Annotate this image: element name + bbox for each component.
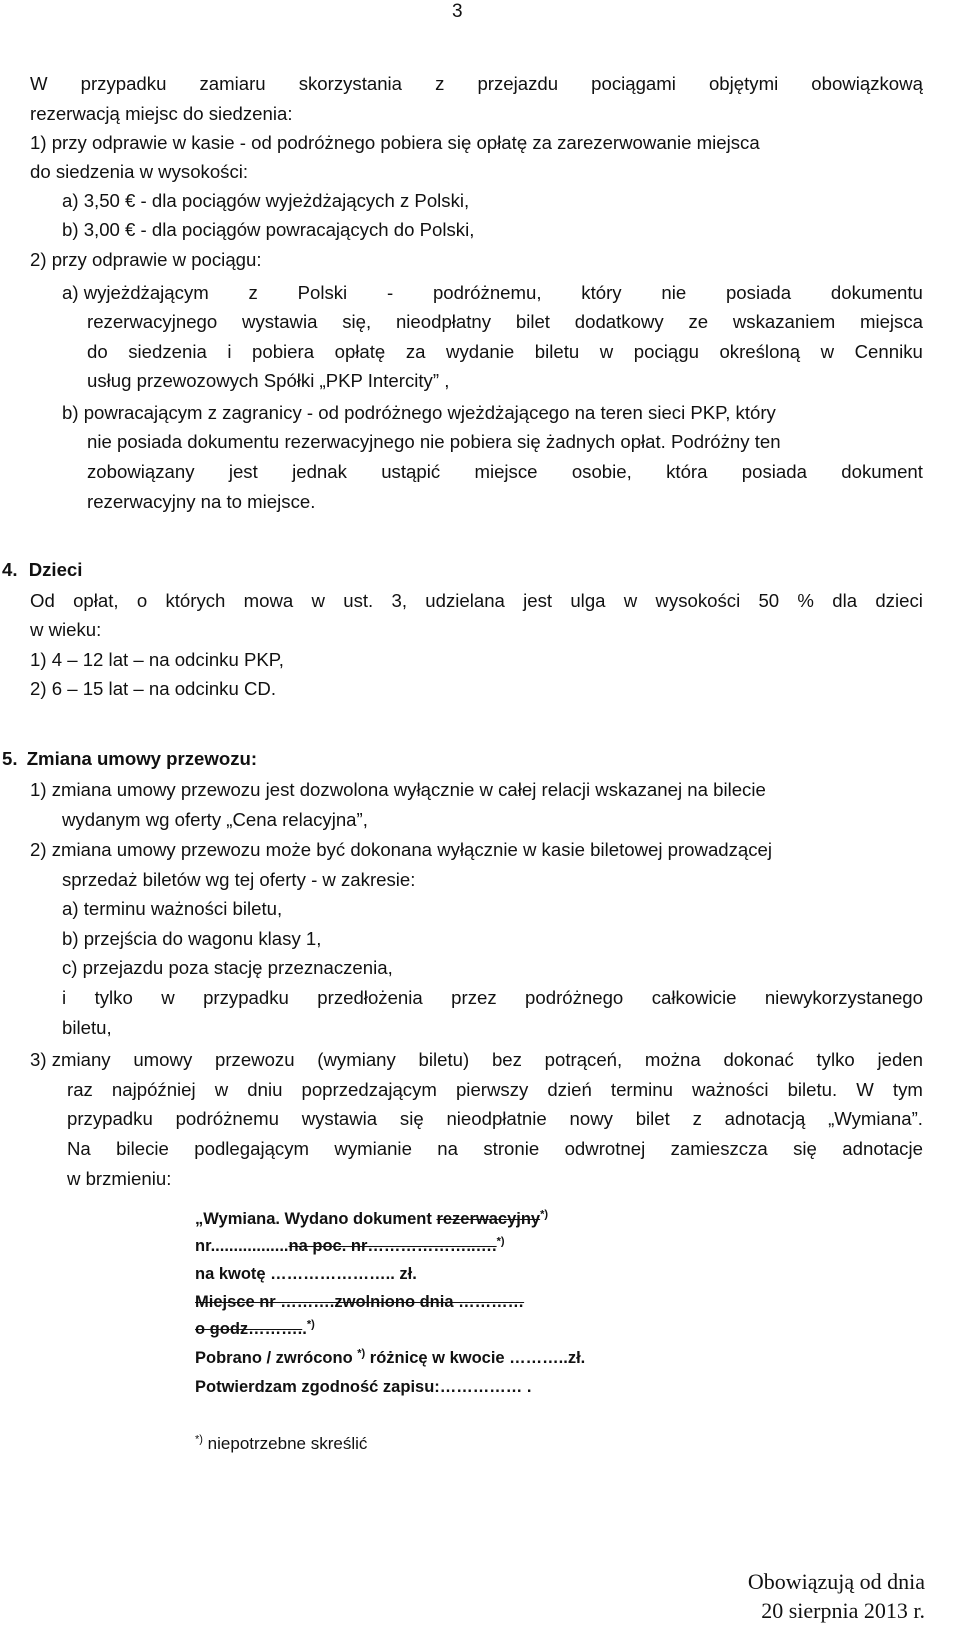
intro-line: 2) przy odprawie w pociągu: bbox=[30, 249, 262, 270]
section-5-line: wydanym wg oferty „Cena relacyjna”, bbox=[62, 809, 368, 830]
section-number: 5. bbox=[2, 748, 18, 769]
section-5-line: b) przejścia do wagonu klasy 1, bbox=[62, 928, 322, 949]
intro-line: do siedzenia i pobiera opłatę za wydanie biletu w pociągu określoną w Cenniku bbox=[87, 341, 923, 362]
section-4-line: 2) 6 – 15 lat – na odcinku CD. bbox=[30, 678, 276, 699]
section-5-line: Na bilecie podlegającym wymianie na stronie odwrotnej zamieszcza się adnotacje bbox=[67, 1138, 923, 1159]
intro-line: b) powracającym z zagranicy - od podróżnego wjeżdżającego na teren sieci PKP, który bbox=[62, 402, 776, 423]
section-4-line: 1) 4 – 12 lat – na odcinku PKP, bbox=[30, 649, 284, 670]
intro-line: 1) przy odprawie w kasie - od podróżnego pobiera się opłatę za zarezerwowanie miejsca bbox=[30, 132, 760, 153]
section-5-line: przypadku podróżnemu wystawia się nieodpłatnie nowy bilet z adnotacją „Wymiana”. bbox=[67, 1108, 923, 1129]
annotation-line: na kwotę ………………….. zł. bbox=[195, 1265, 417, 1283]
section-5-line: w brzmieniu: bbox=[67, 1168, 172, 1189]
section-number: 4. bbox=[2, 559, 18, 580]
page-number: 3 bbox=[452, 1, 463, 22]
section-5-line: 2) zmiana umowy przewozu może być dokonana wyłącznie w kasie biletowej prowadzącej bbox=[30, 839, 773, 860]
section-5-heading bbox=[2, 747, 257, 771]
intro-line: do siedzenia w wysokości: bbox=[30, 161, 249, 182]
intro-line: nie posiada dokumentu rezerwacyjnego nie pobiera się żadnych opłat. Podróżny ten bbox=[87, 431, 781, 452]
intro-line: rezerwacyjnego wystawia się, nieodpłatny bilet dodatkowy ze wskazaniem miejsca bbox=[87, 311, 923, 332]
annotation-line: „Wymiana. Wydano dokument rezerwacyjny*) bbox=[195, 1208, 549, 1228]
section-5-line: 3) zmiany umowy przewozu (wymiany biletu) bez potrąceń, można dokonać tylko jeden bbox=[30, 1049, 923, 1070]
effective-date-label: Obowiązują od dnia bbox=[747, 1569, 925, 1594]
intro-line: rezerwacyjny na to miejsce. bbox=[87, 491, 316, 512]
effective-date: 20 sierpnia 2013 r. bbox=[761, 1598, 925, 1623]
intro-line: b) 3,00 € - dla pociągów powracających do Polski, bbox=[62, 219, 475, 240]
section-5-line: i tylko w przypadku przedłożenia przez podróżnego całkowicie niewykorzystanego bbox=[62, 987, 923, 1008]
intro-line: zobowiązany jest jednak ustąpić miejsce osobie, która posiada dokument bbox=[87, 461, 923, 482]
section-5-line: sprzedaż biletów wg tej oferty - w zakresie: bbox=[62, 869, 416, 890]
annotation-line: Pobrano / zwrócono *) różnicę w kwocie ………..zł. bbox=[195, 1347, 586, 1367]
section-4-line: w wieku: bbox=[30, 619, 102, 640]
intro-line: a) 3,50 € - dla pociągów wyjeżdżających z Polski, bbox=[62, 190, 470, 211]
section-5-line: biletu, bbox=[62, 1017, 112, 1038]
footnote-mark: *) bbox=[195, 1433, 203, 1446]
section-title: Dzieci bbox=[28, 559, 83, 580]
intro-line: rezerwacją miejsc do siedzenia: bbox=[30, 103, 293, 124]
section-5-line: c) przejazdu poza stację przeznaczenia, bbox=[62, 957, 393, 978]
footnote bbox=[195, 1432, 367, 1456]
annotation-line: nr.................na poc. nr………………..….*) bbox=[195, 1235, 505, 1255]
section-5-line: raz najpóźniej w dniu poprzedzającym pierwszy dzień terminu ważności biletu. W tym bbox=[67, 1079, 923, 1100]
intro-line: usług przewozowych Spółki „PKP Intercity” , bbox=[87, 370, 450, 391]
section-title: Zmiana umowy przewozu: bbox=[26, 748, 258, 769]
section-4-line: Od opłat, o których mowa w ust. 3, udzielana jest ulga w wysokości 50 % dla dzieci bbox=[30, 590, 923, 611]
section-4-heading bbox=[2, 558, 82, 582]
section-5-line: a) terminu ważności biletu, bbox=[62, 898, 283, 919]
annotation-line: Potwierdzam zgodność zapisu:…………… . bbox=[195, 1378, 532, 1396]
section-5-line: 1) zmiana umowy przewozu jest dozwolona wyłącznie w całej relacji wskazanej na bilecie bbox=[30, 779, 766, 800]
annotation-line: Miejsce nr ……….zwolniono dnia ………… bbox=[195, 1293, 525, 1311]
intro-line: W przypadku zamiaru skorzystania z przejazdu pociągami objętymi obowiązkową bbox=[30, 73, 923, 94]
annotation-line: o godz………..*) bbox=[195, 1318, 315, 1338]
footnote-text: niepotrzebne skreślić bbox=[202, 1434, 368, 1453]
intro-line: a) wyjeżdżającym z Polski - podróżnemu, który nie posiada dokumentu bbox=[62, 282, 923, 303]
